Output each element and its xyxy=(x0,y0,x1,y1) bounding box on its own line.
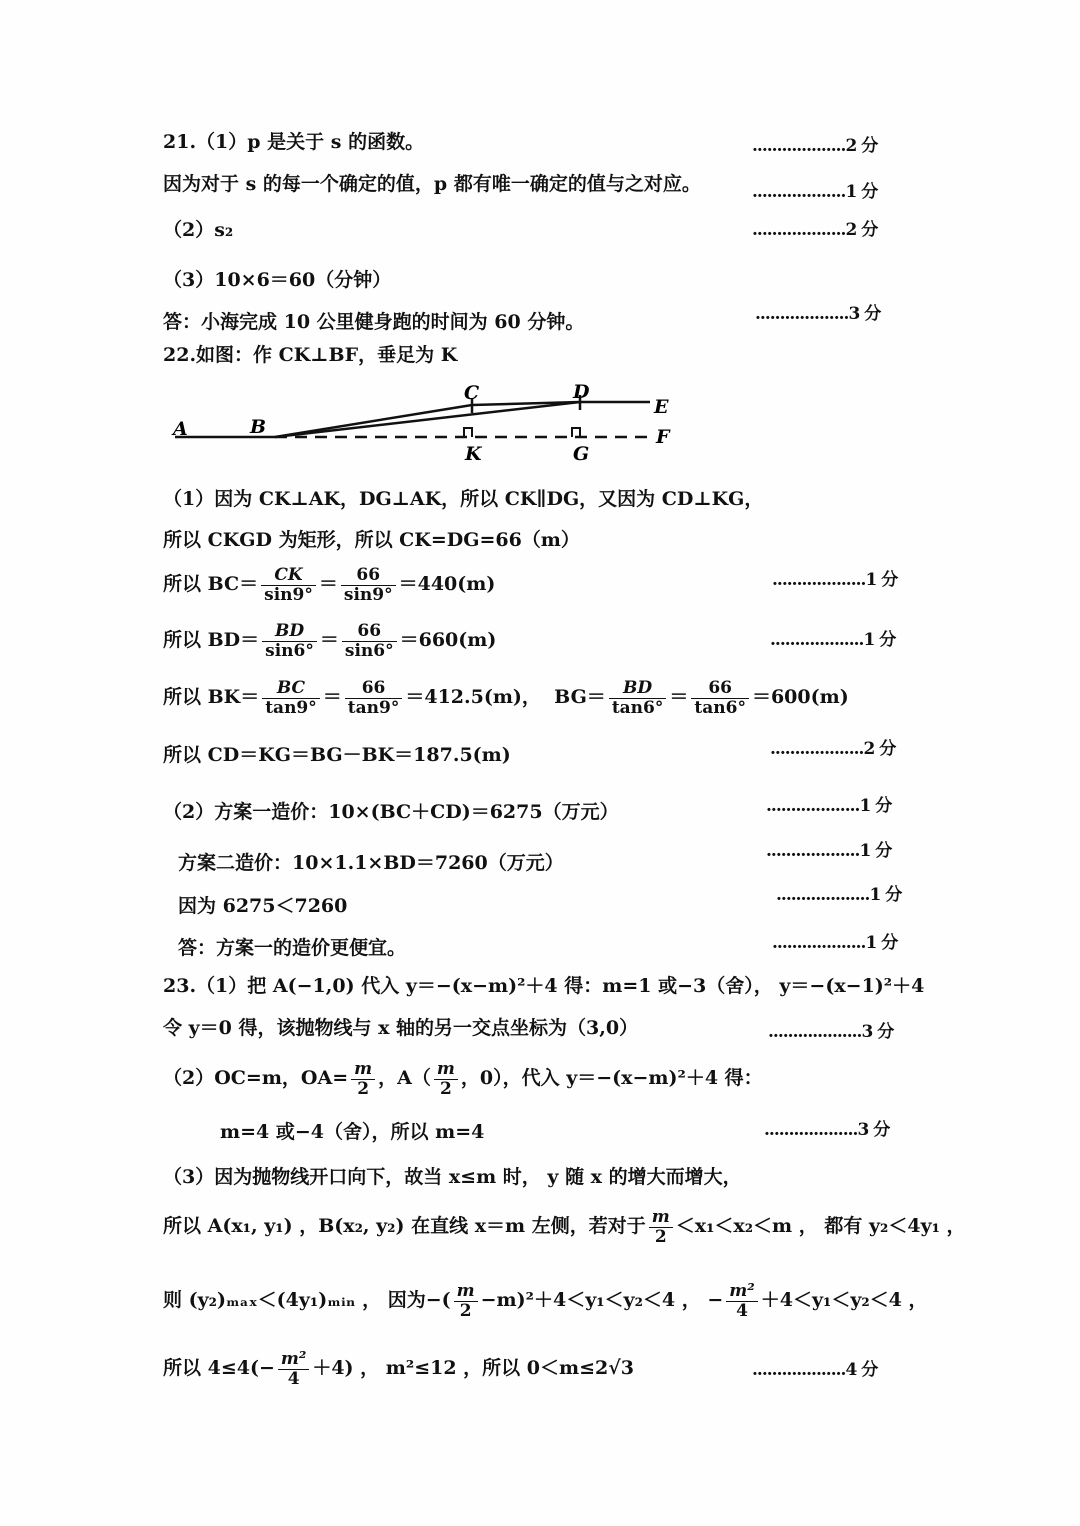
bg-fraction-1: $\frac{BD}{\tan 6^\circ}$ xyxy=(609,679,667,717)
q23-score-4: ...................3 分 xyxy=(764,1120,890,1140)
q21-line-2: 因为对于 s 的每一个确定的值，p 都有唯一确定的值与之对应。 xyxy=(163,173,701,195)
bg-prefix: BG＝ xyxy=(554,686,606,709)
q22-score-p4: ...................1 分 xyxy=(772,933,898,953)
bd-fraction-1: $\frac{BD}{\sin 6^\circ}$ xyxy=(262,622,317,660)
q23-l7-part-b: −m)²＋4＜y₁＜y₂＜4 ， − xyxy=(480,1289,724,1312)
q23-l3-part-a: （2）OC=m，OA= xyxy=(163,1067,349,1090)
bc-prefix: 所以 BC＝ xyxy=(163,573,259,596)
q23-line-3 xyxy=(163,1060,763,1098)
label-e: E xyxy=(654,396,669,418)
q22-answer: 答：方案一的造价更便宜。 xyxy=(178,937,407,959)
q22-line-1: （1）因为 CK⊥AK，DG⊥AK，所以 CK∥DG，又因为 CD⊥KG， xyxy=(163,488,764,510)
q23-l7-fraction-1: $\frac{m}{2}$ xyxy=(454,1282,478,1320)
q23-l8-fraction: $\frac{\text{m²}}{4}$ xyxy=(278,1350,309,1388)
q22-line-0: 22.如图：作 CK⊥BF，垂足为 K xyxy=(163,344,458,366)
geometry-diagram xyxy=(0,380,720,470)
q22-bk-bg-equation: 所以 BK＝ $\frac{BC}{\tan 9^\circ}$ ＝ $\frac{66}{\tan 9^\circ}$ ＝412.5(m)， BG＝ $\frac{BD}{\tan 6^\circ}$ ＝ $\frac{66}{\tan 6^\circ}$ ＝600(m) xyxy=(163,678,849,718)
q22-cd-equation: 所以 CD＝KG＝BG－BK＝187.5(m) xyxy=(163,744,511,766)
q23-l8-part-b: ＋4) ， m²≤12 ，所以 0＜m≤2√3 xyxy=(312,1357,634,1380)
q23-line-4: m=4 或−4（舍），所以 m=4 xyxy=(220,1121,485,1143)
q21-score-2: ...................1 分 xyxy=(752,182,878,202)
label-f: F xyxy=(656,426,670,448)
q23-l8-part-a: 所以 4≤4(− xyxy=(163,1357,275,1380)
q23-l3-part-c: ，0），代入 y＝−(x−m)²＋4 得： xyxy=(460,1067,763,1090)
label-d: D xyxy=(573,381,590,403)
q23-l3-fraction-1: $\frac{m}{2}$ xyxy=(351,1060,375,1098)
q22-score-p1: ...................1 分 xyxy=(766,796,892,816)
label-c: C xyxy=(464,382,480,404)
q22-bd-equation: 所以 BD＝ $\frac{BD}{\sin 6^\circ}$ ＝ $\frac{66}{\sin 6^\circ}$ ＝660(m) xyxy=(163,621,497,661)
q21-line-1: 21.（1）p 是关于 s 的函数。 xyxy=(163,131,425,153)
q23-line-8 xyxy=(163,1350,634,1388)
label-a: A xyxy=(173,418,188,440)
q22-bc-equation: 所以 BC＝ $\frac{CK}{\sin 9^\circ}$ ＝ $\frac{66}{\sin 9^\circ}$ ＝440(m) xyxy=(163,565,496,605)
bc-fraction-1: $\frac{CK}{\sin 9^\circ}$ xyxy=(261,566,316,604)
q23-l6-part-a: 所以 A(x₁, y₁) ，B(x₂, y₂) 在直线 x＝m 左侧，若对于 xyxy=(163,1215,646,1238)
q21-line-4: （3）10×6＝60（分钟） xyxy=(163,269,392,291)
q21-line-3: （2）s₂ xyxy=(163,219,234,241)
q23-score-2: ...................3 分 xyxy=(768,1022,894,1042)
q23-score-8: ...................4 分 xyxy=(752,1360,878,1380)
q23-line-1: 23.（1）把 A(−1,0) 代入 y＝−(x−m)²＋4 得：m=1 或−3（舍）， y＝−(x−1)²＋4 xyxy=(163,975,925,997)
bd-result: ＝660(m) xyxy=(399,629,497,652)
bk-result: ＝412.5(m)， xyxy=(405,686,541,709)
label-b: B xyxy=(250,416,267,438)
bk-fraction-1: $\frac{BC}{\tan 9^\circ}$ xyxy=(262,679,320,717)
q21-score-5: ...................3 分 xyxy=(755,304,881,324)
segment-bd xyxy=(275,402,580,437)
bg-fraction-2: $\frac{66}{\tan 6^\circ}$ xyxy=(691,679,749,717)
q23-l7-fraction-2: $\frac{\text{m²}}{4}$ xyxy=(726,1282,757,1320)
bc-fraction-2: $\frac{66}{\sin 9^\circ}$ xyxy=(341,566,396,604)
q23-l7-part-a: 则 (y₂)ₘₐₓ＜(4y₁)ₘᵢₙ ， 因为−( xyxy=(163,1289,451,1312)
bk-fraction-2: $\frac{66}{\tan 9^\circ}$ xyxy=(345,679,403,717)
right-angle-g xyxy=(572,428,580,437)
q22-plan-2: 方案二造价：10×1.1×BD＝7260（万元） xyxy=(178,852,564,874)
q23-l6-part-b: ＜x₁＜x₂＜m ， 都有 y₂＜4y₁ ， xyxy=(675,1215,966,1238)
right-angle-k xyxy=(464,428,472,437)
q23-l7-part-c: ＋4＜y₁＜y₂＜4 ， xyxy=(760,1289,928,1312)
label-g: G xyxy=(573,443,590,465)
bd-prefix: 所以 BD＝ xyxy=(163,629,260,652)
q23-l3-fraction-2: $\frac{m}{2}$ xyxy=(434,1060,458,1098)
q21-score-3: ...................2 分 xyxy=(752,220,878,240)
q22-plan-compare: 因为 6275＜7260 xyxy=(178,895,348,917)
q22-plan-1: （2）方案一造价：10×(BC＋CD)＝6275（万元） xyxy=(163,801,619,823)
q23-line-7 xyxy=(163,1282,928,1320)
bg-result: ＝600(m) xyxy=(751,686,849,709)
q23-line-6 xyxy=(163,1208,966,1246)
q23-l6-fraction: $\frac{m}{2}$ xyxy=(649,1208,673,1246)
q21-line-5: 答：小海完成 10 公里健身跑的时间为 60 分钟。 xyxy=(163,311,585,333)
q22-score-p2: ...................1 分 xyxy=(766,841,892,861)
bd-fraction-2: $\frac{66}{\sin 6^\circ}$ xyxy=(342,622,397,660)
q23-l3-part-b: ，A（ xyxy=(378,1067,431,1090)
bc-result: ＝440(m) xyxy=(398,573,496,596)
q23-line-2: 令 y＝0 得，该抛物线与 x 轴的另一交点坐标为（3,0） xyxy=(163,1017,639,1039)
q22-score-p3: ...................1 分 xyxy=(776,885,902,905)
q23-line-5: （3）因为抛物线开口向下，故当 x≤m 时， y 随 x 的增大而增大， xyxy=(163,1166,742,1188)
bk-prefix: 所以 BK＝ xyxy=(163,686,260,709)
q22-score-bc: ...................1 分 xyxy=(772,570,898,590)
q22-score-bd: ...................1 分 xyxy=(770,630,896,650)
label-k: K xyxy=(465,443,482,465)
q22-score-cd: ...................2 分 xyxy=(770,739,896,759)
q22-line-2: 所以 CKGD 为矩形，所以 CK=DG=66（m） xyxy=(163,529,580,551)
q21-score-1: ...................2 分 xyxy=(752,136,878,156)
segment-bc xyxy=(275,405,472,437)
